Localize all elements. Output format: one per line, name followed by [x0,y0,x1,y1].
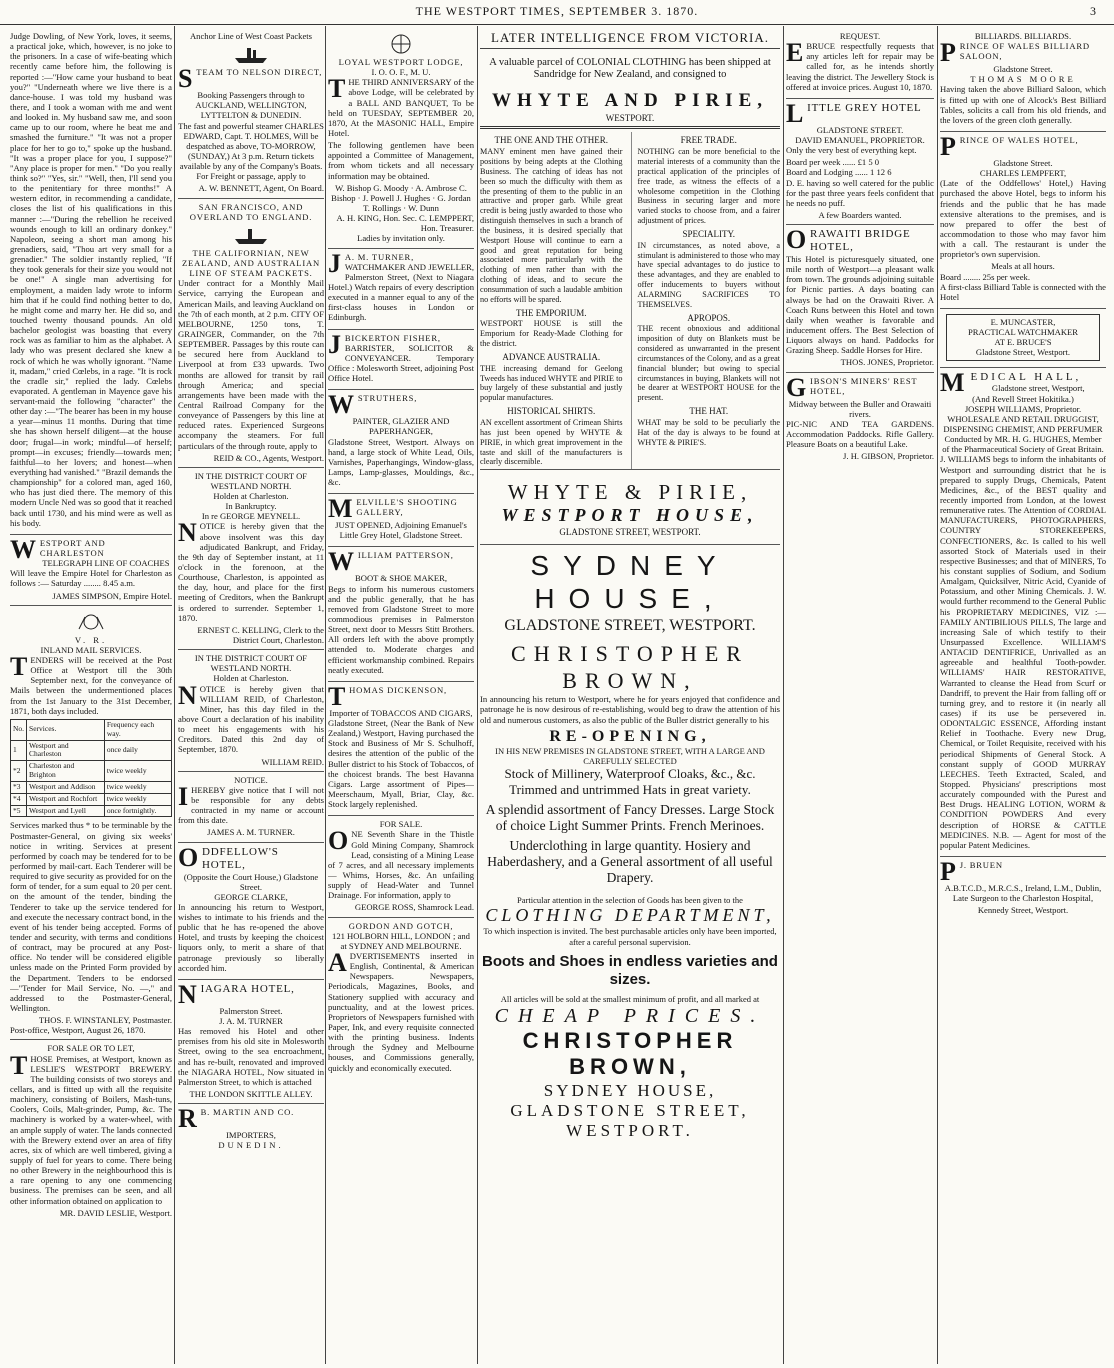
lodge-emblem-icon [381,33,421,55]
mail-notes: Services marked thus * to be terminable by the Postmaster-General, on giving six weeks' notice in writing. Services at present performed by coach may be tendered for to be performed by mail-cart. Each Tenderer will be required to give security as provided for on the form of tender, for a sum equal to 20 per cent. on the amount of the tender, binding the Tenderer to take up the service tendered for and execute the necessary contract bond, in the event of his tender being accepted. Forms of tender and security, with terms and conditions of contract, may be procured at any Post-office. No tender will be considered eligible unless made on the Printed Form provided by the Department. Tenders to be endorsed—"Tender for Mail Service, No. —," and addressed to the Postmaster-General, Wellington. [10,820,172,1013]
all-sold: All articles will be sold at the smallest minimum of profit, and all marked at [500,993,760,1004]
table-cell: twice weekly [104,793,171,805]
dick-sub: Importer of TOBACCOS AND CIGARS, [329,707,473,718]
notice-head: NOTICE. [234,774,268,785]
wp-right-column [631,132,781,469]
coach-ad [10,535,172,606]
column-1 [10,28,172,1364]
forsale-signature: GEORGE ROSS, Shamrock Lead. [354,902,474,913]
niagara-ad: NIAGARA HOTEL, Palmerston Street. J. A. M. TURNER Has removed his Hotel and other premises from his old site in Molesworth Street, owing to the sea encroachment, and has re-built, renovated and improved the NIAGARA HOTEL, Now situated in Palmerston Street, to which is attached THE LONDON SKITTLE ALLEY. [178,980,324,1104]
table-cell: once fortnightly. [104,805,171,817]
miscellany-story [10,28,172,535]
table-row [11,761,172,782]
table-cell: Westport and Lyell [27,805,105,817]
dick-title: HOMAS DICKENSON, [349,684,447,695]
turner-title: A. M. TURNER, [344,251,415,262]
cb-name: CHRISTOPHER BROWN, [511,641,749,693]
steamer-ad: Anchor Line of West Coast Packets STEAM TO NELSON DIRECT, Booking Passengers through to AUCKLAND, WELLINGTON, LYTTELTON & DUNEDIN. The fast and powerful steamer CHARLES EDWARD, Capt. T. HOLMES, Will be despatched as above, TO-MORROW, (SUNDAY,) At 3 p.m. Return tickets available by any of the Company's Boats. For Freight or passage, apply to A. W. BENNETT, Agent, On Board. [178,28,324,199]
adv-head: ADVANCE AUSTRALIA. [502,352,601,362]
pw1-title: RINCE OF WALES BILLIARD SALOON, [959,41,1090,62]
bickerton-ad: JBICKERTON FISHER, BARRISTER, SOLICITOR & CONVEYANCER. Temporary Office : Molesworth Street, adjoining Post Office Hotel. [328,330,474,391]
table-cell: Westport and Charleston [27,740,105,761]
forsale-body: NE Seventh Share in the Thistle Gold Mining Company, Shamrock Lead, consisting of a Mining Lease of 7 acres, and all necessary implements — Whims, Horses, &c. An unfailing supply of Head-Water and Tunnel Drainage. For information, apply to [328,829,474,901]
dickenson-ad: THOMAS DICKENSON, Importer of TOBACCOS AND CIGARS, Gladstone Street, (Near the Bank of New Zealand,) Westport, Having purchased the Stock and Business of Mr S. Schulhoff, desires the attention of the public of the Buller district to his Stock of Tobaccos, of the choicest brands. The best Havanna Cigars. Large assortment of Pipes—Meerschaum, Myall, Briar, Clay, &c. Stock largely replenished. [328,682,474,816]
gibson-ad: GIBSON'S MINERS' REST HOTEL, Midway between the Buller and Orawaiti rivers. PIC-NIC AND TEA GARDENS. Accommodation Paddocks. Rifle Gallery. Pleasure Boats on a beautiful Lake. J. H. GIBSON, Proprietor. [786,372,934,462]
court1-body: OTICE is hereby given that the above insolvent was this day adjudicated Bankrupt, and Friday, the 9th day of September instant, at 11 o'clock in the forenoon, at the Courthouse, Charleston, is appointed as the day, hour, and place for the first meeting of Creditors, when the Bankrupt is ordered to surrender. September 1, 1870. [178,521,324,623]
odd-sub: (Opposite the Court House,) Gladstone Street. [183,871,319,892]
wp-left-column [480,132,623,469]
table-cell: once daily [104,740,171,761]
cl-meals: Meals at all hours. [991,261,1055,272]
table-cell: *5 [11,805,27,817]
column-rule [937,26,938,1364]
bil-head: BILLIARDS. BILLIARDS. [974,31,1072,41]
pw2-title: RINCE OF WALES HOTEL, [959,134,1079,145]
mail-title: INLAND MAIL SERVICES. [40,644,142,655]
court2-place: Holden at Charleston. [213,673,289,684]
table-header-cell: Frequency each way. [104,719,171,740]
steamship-icon [231,224,271,246]
struth-body: Gladstone Street, Westport. Always on hand, a large stock of White Lead, Oils, Varnishes, Paperhangings, Window-glass, Lamps, Lamp-glasses, Mouldings, &c., &c. [328,436,474,488]
table-row [11,740,172,761]
bru-title: J. BRUEN [959,859,1003,870]
table-header-cell: Services. [27,719,105,740]
for-sale-ad: FOR SALE. ONE Seventh Share in the Thistle Gold Mining Company, Shamrock Lead, consisting of a Mining Lease of 7 acres, and all necessary implements — Whims, Horses, &c. An unfailing supply of Head-Water and Tunnel Drainage. For information, apply to GEORGE ROSS, Shamrock Lead. [328,816,474,917]
table-cell: twice weekly [104,781,171,793]
reopen-sub: IN HIS NEW PREMISES IN GLADSTONE STREET, WITH A LARGE AND CAREFULLY SELECTED [495,746,765,767]
one-body: MANY eminent men have gained their positions by being adepts at the Clothing Business. The catching of ideas has not been so much the difficulty with them as the presenting of them to the public in an attractive and proper garb. While great credit is being justly awarded to those who distinguish themselves in such a branch of the business, it is desired specially that Westport House will continue to earn a good and great reputation for being associated more particularly with the clothing of men rather than with the clothing of ideas, and to secure the consummation of such a laudable ambition no efforts will be spared. [480,147,623,304]
med-sub: Gladstone street, Westport, [991,383,1085,394]
lg-body2: D. E. having so well catered for the public for the past three years feels confident that he needs no puff. [786,177,934,208]
reopen: RE-OPENING, [549,727,711,745]
bick-body: BARRISTER, SOLICITOR & CONVEYANCER. Temporary Office : Molesworth Street, adjoining Post Office Hotel. [328,342,474,384]
patt-title: ILLIAM PATTERSON, [357,550,454,561]
struth-title: STRUTHERS, [357,393,418,404]
gg-body: DVERTISEMENTS inserted in English, Continental, & American Newspapers. Newspapers, Periodicals, Magazines, Books, and Stationery supplied with accuracy and punctuality, and at the lowest prices. Proprietors of Newspapers furnished with Paper, Ink, and every requisite connected with the printing business. Indents through the Sydney and Melbourne houses, and Commissions generally, quickly and economically executed. [328,950,474,1073]
mail-services-ad: V. R. INLAND MAIL SERVICES. TENDERS will be received at the Post Office at Westport till the 30th September next, for the conveyance of Mails between the undermentioned places from the 1st January to the 31st December, 1871, both days included. No. Services. Frequency each way. 1 Westport and Charleston once daily *2 Charleston and Brighton twice weekly *3 Westport and Addison twice weekly *4 Westport and Rochfort twice weekly *5 Westport and Lyell once fortnightly. Services marked thus * to be terminable by the Postmaster-General, on giving six weeks' notice in writing. Services at present performed by coach may be tendered for to be performed by mail-cart. Each Tenderer will be required to give security as provided for on the form of tender, for a sum equal to 20 per cent. on the amount of the tender, binding the Tenderer to take up the service tendered for and execute the necessary contract bond, in the event of his tender being accepted. Forms of tender and security, with terms and conditions of contract, may be procured at any Post-office. No tender will be considered eligible unless made on the Printed Form provided by the Department. Tenders to be endorsed—"Tender for Mail Service, No. —," and addressed to the Postmaster-General, Wellington. THOS. F. WINSTANLEY, Postmaster. Post-office, Westport, August 26, 1870. [10,606,172,1041]
sf-ad [178,199,324,468]
cl-name: CHARLES LEMPFERT, [979,168,1067,179]
pw2-sub: Gladstone Street. [993,157,1053,168]
lg-prop: DAVID EMANUEL, PROPRIETOR. [795,134,925,145]
bruen-ad: P J. BRUEN A.B.T.C.D., M.R.C.S., Ireland, L.M., Dublin, Late Surgeon to the Charleston Hospital, Kennedy Street, Westport. [940,857,1106,919]
gib-signature: J. H. GIBSON, Proprietor. [843,451,934,462]
table-cell: *2 [11,761,27,782]
steam-subtitle: Booking Passengers through to AUCKLAND, WELLINGTON, LYTTELTON & DUNEDIN. [195,90,307,121]
billiards-ad: BILLIARDS. BILLIARDS. PRINCE OF WALES BILLIARD SALOON, Gladstone Street. THOMAS MOORE Having taken the above Billiard Saloon, which is fitted up with one of Alcock's Best Billiard Tables, solicits a call from his old friends, and the lovers of the green cloth generally. [940,28,1106,132]
gordon-gotch-ad: GORDON AND GOTCH, 121 HOLBORN HILL, LONDON ; and at SYDNEY AND MELBOURNE. ADVERTISEMENTS inserted in English, Continental, & American Newspapers. Newspapers, Periodicals, Magazines, Books, and Stationery supplied with accuracy and punctuality, and at the lowest prices. Proprietors of Newspapers furnished with Paper, Ink, and every requisite connected with the printing business. Indents through the Sydney and Melbourne houses, and Commissions generally, quickly and economically executed. [328,920,474,1073]
med-prop: JOSEPH WILLIAMS, Proprietor. [964,403,1082,414]
niag-title: IAGARA HOTEL, [200,982,295,995]
lg-title: ITTLE GREY HOTEL [807,101,922,114]
court1-sub: In Bankruptcy. [225,501,277,512]
cheap-prices: CHEAP PRICES. [494,1004,766,1027]
court1-place: Holden at Charleston. [213,491,289,502]
court2-body: OTICE is hereby given that WILLIAM REID, of Charleston, Miner, has this day filed in the above Court a declaration of his inability to meet his engagements with his Creditors. Dated this 2nd day of September, 1870. [178,683,324,755]
page-number: 3 [1090,4,1096,18]
court-notice-1: IN THE DISTRICT COURT OF WESTLAND NORTH. Holden at Charleston. In Bankruptcy. In re GEORGE MEYNELL. NOTICE is hereby given that the above insolvent was this day adjudicated Bankrupt, and Friday, the 9th day of September instant, at 11 o'clock in the forenoon, at the Courthouse, Charleston, is appointed as the day, hour, and place for the first meeting of Creditors, when the Bankrupt is ordered to surrender. September 1, 1870. ERNEST C. KELLING, Clerk to the District Court, Charleston. [178,468,324,650]
lodge-ad: LOYAL WESTPORT LODGE, I. O. O. F., M. U. THE THIRD ANNIVERSARY of the above Lodge, will be celebrated by a BALL AND BANQUET, To be held on TUESDAY, SEPTEMBER 20, 1870, At the MASONIC HALL, Empire Hotel. The following gentlemen have been appointed a Committee of Management, from whom tickets and all necessary information may be obtained. W. Bishop G. Moody · A. Ambrose C. Bishop · J. Powell J. Hughes · G. Jordan T. Rollings · W. Dunn A. H. KING, Hon. Sec. C. LEMPPERT, Hon. Treasurer. Ladies by invitation only. [328,28,474,249]
masthead [0,4,1114,25]
parcel-text: A valuable parcel of COLONIAL CLOTHING has been shipped at Sandridge for New Zealand, and consigned to [489,56,771,81]
table-row [11,805,172,817]
story-text: Judge Dowling, of New York, loves, it seems, a practical joke, which, however, is no joke to the prisoners. In a case of wife-beating which recently came before him, the following is reported :—"How came your husband to beat you?" "Underneath where we live there is a dance-house. I was told my husband was there, and I took a woman with me and went and looked in. My husband saw me, and soon came up to our room, where he beat me and smashed the furniture." "It was not a proper place for her to go to," spoke up the husband. "It was a proper place for you, I suppose?" "Any place is proper for men." "Do you really think so?" "Yes, sir." "Well, then, I'll send you to the penitentiary for three months!" A western editor, in recommending a candidate, closes the list of his qualifications in this manner :—"During the rebellion he received wounds enough to kill an ordinary donkey." Napoleon, seeing a short man among his grenadiers, said, "Thou art very small for a grenadier." The soldier instantly replied, "If they took generals for their size you would not be one!" A single man advertising for employment, a maiden lady wrote to inform him that if he could find nothing better to do, he might come and marry her. He did so, and touched twenty thousand pounds. An old bachelor geologist was boasting that every rock was as familiar to him as the alphabet. A lady who was present declared she knew a rock of which he was wholly ignorant. "Name it, madam," cried Cœlebs, in a rage. "It is rock the cradle sir," replied the lady. Cœlebs evaporated. A gentleman in Mayence gave his servant-maid the following "character" the other day :—"The bearer has been in my house a year—minus 11 months. During that time she has shown herself diligent—at the house door; frugal—in work; mindful—of herself; prompt—in excuses; friendly—towards men; faithful—to her lovers; and honest—when everything had vanished." "Brazil demands the championship" for a colored man, aged 160, who has just died there. The memory of this modern Uncle Ned was so good that it reached back until 1730, and his mind were as well as his body. [10,31,172,528]
turner-notice: NOTICE. IHEREBY give notice that I will not be responsible for any debts contracted in my name or account from this date. JAMES A. M. TURNER. [178,772,324,843]
cl-foot: A first-class Billiard Table is connected with the Hotel [940,281,1106,302]
bru-body: A.B.T.C.D., M.R.C.S., Ireland, L.M., Dublin, Late Surgeon to the Charleston Hospital, [944,882,1102,904]
lodge-body: HE THIRD ANNIVERSARY of the above Lodge, will be celebrated by a BALL AND BANQUET, To be held on TUESDAY, SEPTEMBER 20, 1870, At the MASONIC HALL, Empire Hotel. [328,77,474,138]
gg-addr: 121 HOLBORN HILL, LONDON ; and at SYDNEY AND MELBOURNE. [332,930,470,951]
lodge-sub: I. O. O. F., M. U. [371,67,431,78]
particular: Particular attention in the selection of Goods has been given to the [517,894,743,905]
or-body: This Hotel is picturesquely situated, one mile north of Westport—a pleasant walk from town. The grounds adjoining suitable for Picnic parties. A days boating can always be had on the Orawaiti River. A Coach Runs between this Hotel and town daily when weather is favorable and inducement offers. The Best Selection of Liquors always on hand. Paddocks for Grazing Sheep. Saddle Horses for Hire. [786,254,934,356]
hist-body: AN excellent assortment of Crimean Shirts has just been opened by WHYTE & PIRIE, in which great improvement in the taste and skill of the manufacturers is clearly discernible. [480,417,623,467]
cal-signature: REID & CO., Agents, Westport. [213,452,324,463]
lodge-signature: A. H. KING, Hon. Sec. C. LEMPPERT, Hon. Treasurer. [336,213,474,234]
medical-hall-ad: MEDICAL HALL, Gladstone street, Westport, (And Revell Street Hokitika.) JOSEPH WILLIAMS, Proprietor. WHOLESALE AND RETAIL DRUGGIST, DISPENSING CHEMIST, AND PERFUMER Conducted by MR. H. G. HUGHES, Member of the Pharmaceutical Society of Great Britain. J. WILLIAMS begs to inform the inhabitants of Westport and surrounding district that he is prepared to supply Drugs, Chemicals, Patent Medicines, &c., of the BEST quality and recently imported from London, at the lowest remunerative rates. The Attention of CORDIAL MANUFACTURERS, PHOTOGRAPHERS, COUNTRY STOREKEEPERS, CONFECTIONERS, &c. Is called to his well assorted Stock of Materials used in their respective Businesses; and that of MINERS, To his constant supplies of Sodium, and Sodium Amalgam, Quicksilver, Nitric Acid, Cyanide of Potassium, and other Mining Chemicals. J. W. would further recommend to the General Public his PROPRIETARY MEDICINES, VIZ :— FAMILY ANTIBILIOUS PILLS, The large and increasing Sale of which testify to their Unsurpassed Excellence. WILLIAM'S ANTACID DENTIFRICE, Unrivalled as an agreeable and healthful Tooth-powder. WILLIAMS' HAIR RESTORATIVE, Warranted to cleanse the Head from Scurf or Dandriff, to prevent the Hair from falling off or turning grey, and to restore it (in nearly all cases) if its use be persevered in. ODONTALGIC ESSENCE, Affording instant Relief in Toothache. Every new Drug, Chemical, or Toilet Requisite, received with his periodical Shipments of General Stock. A constant supply of GOOD MURRAY LEECHES. Teeth Extracted, Scaled, and Stopped. Physicians' prescriptions most accurately compounded with the Purest and Best Drugs. HEALING LOTION, WORM & CONDITION POWDERS And every description of HORSE & CATTLE MEDICINES. N.B. — Agent for most of the popular Patent Medicines. [940,368,1106,857]
millinery: Stock of Millinery, Waterproof Cloaks, &c., &c. Trimmed and untrimmed Hats in great variety. [504,766,756,798]
coach-title: ESTPORT AND CHARLESTON [39,537,106,559]
dick-body: Gladstone Street, (Near the Bank of New Zealand,) Westport, Having purchased the Stock and Business of Mr S. Schulhoff, desires the attention of the public of the Buller district to his Stock of Tobaccos, of the choicest brands. The best Havanna Cigars. Large assortment of Pipes—Meerschaum, Myall, Briar, Clay, &c. Stock largely replenished. [328,718,474,810]
lg-rate-2: Board and Lodging ...... 1 12 6 [786,167,892,178]
coach-body: Will leave the Empire Hotel for Charleston as follows :— Saturday ........ 8.45 a.m. [10,568,172,589]
wp2-name: WHYTE & PIRIE, [507,480,753,505]
notice-body: HEREBY give notice that I will not be responsible for any debts contracted in my name or account from this date. [178,784,324,826]
later-intelligence-title: LATER INTELLIGENCE FROM VICTORIA. [480,28,780,49]
wp-town: WESTPORT. [605,112,655,123]
wp2-addr: GLADSTONE STREET, WESTPORT. [559,526,701,537]
lg-rate-1: Board per week ...... £1 5 0 [786,157,880,168]
court1-signature: ERNEST C. KELLING, Clerk to the District Court, Charleston. [197,624,324,646]
bick-title: BICKERTON FISHER, [344,332,441,343]
mail-table [10,719,172,818]
cl-board: Board ........ 25s per week. [940,271,1030,282]
packet-title: Anchor Line of West Coast Packets [189,31,313,41]
melv-title: ELVILLE'S SHOOTING GALLERY, [356,497,458,518]
court-notice-2: IN THE DISTRICT COURT OF WESTLAND NORTH. Holden at Charleston. NOTICE is hereby given that WILLIAM REID, of Charleston, Miner, has this day filed in the above Court a declaration of his inability to meet his engagements with his Creditors. Dated this 2nd day of September, 1870. WILLIAM REID. [178,650,324,772]
column-2 [178,28,324,1364]
column-rule [477,26,478,1364]
wp-columns [480,132,780,470]
req-body: BRUCE respectfully requests that any articles left for repair may be called for, as he intends shortly leaving the district. The Jewellery Stock is offered at invoice prices. August 10, 1870. [786,41,934,92]
req-head: REQUEST. [839,31,881,41]
turner-ad: J A. M. TURNER, WATCHMAKER AND JEWELLER, Palmerston Street, (Next to Niagara Hotel.) Watch repairs of every description executed in a manner equal to any of the first-class houses in London or Edinburgh. [328,249,474,330]
turner-body: WATCHMAKER AND JEWELLER, Palmerston Street, (Next to Niagara Hotel.) Watch repairs of every description executed in a manner equal to any of the first-class houses in London or Edinburgh. [328,261,474,323]
wp2-house: WESTPORT HOUSE, [501,505,759,526]
steam-title: TEAM TO NELSON DIRECT, [196,67,323,78]
gib-title: IBSON'S MINERS' REST HOTEL, [810,375,918,396]
med-sub2: (And Revell Street Hokitika.) [972,393,1074,404]
table-row [11,781,172,793]
cal-title: THE CALIFORNIAN, NEW ZEALAND, AND AUSTRALIAN LINE OF STEAM PACKETS. [182,247,320,279]
table-row [11,793,172,805]
muncaster-ad [940,309,1106,368]
rbm-place: DUNEDIN. [218,1140,284,1151]
column-5 [786,28,934,1364]
table-cell: *4 [11,793,27,805]
odd-body: In announcing his return to Westport, wishes to intimate to his friends and the public that he has re-opened the above Hotel, and trusts by keeping the choicest liquors only, to merit a share of that patronage previously so liberally accorded him. [178,901,324,973]
spec-head: SPECIALITY. [682,228,736,239]
melville-ad: MELVILLE'S SHOOTING GALLERY, JUST OPENED, Adjoining Emanuel's Little Grey Hotel, Gladstone Street. [328,494,474,547]
mun-name: E. MUNCASTER, [990,316,1056,327]
column-3 [328,28,474,1364]
emp-head: THE EMPORIUM. [515,307,587,318]
underclothing: Underclothing in large quantity. Hosiery and Haberdashery, and a General assortment of all useful Drapery. [487,837,773,886]
gs2-addr: GLADSTONE STREET, WESTPORT. [510,1101,750,1141]
mail-vr: V. R. [74,634,108,645]
sydney-house: SYDNEY HOUSE, [530,549,730,615]
hat-head: THE HAT. [689,406,729,417]
mun-at: AT E. BRUCE'S [994,337,1052,348]
lodge-body2: The following gentlemen have been appointed a Committee of Management, from whom tickets and all necessary information may be obtained. [328,140,474,181]
sydney-addr: GLADSTONE STREET, WESTPORT. [504,616,756,634]
lg-body: Only the very best of everything kept. [786,145,917,156]
tm-body: Having taken the above Billiard Saloon, which is fitted up with one of Alcock's Best Billiard Tables, solicits a call from his old friends, and the lovers of the green cloth generally. [940,84,1106,125]
struth-sub: PAINTER, GLAZIER AND PAPERHANGER, [352,416,450,437]
column-rule [174,26,175,1364]
table-header-cell: No. [11,719,27,740]
clothing-department: CLOTHING DEPARTMENT, [485,904,775,925]
whyte-pirie-and-brown-section [480,28,780,1364]
odd-name: GEORGE CLARKE, [214,891,288,902]
mail-date: Post-office, Westport, August 26, 1870. [10,1025,146,1036]
sh2-name: SYDNEY HOUSE, [543,1080,717,1100]
bru-addr: Kennedy Street, Westport. [977,905,1069,916]
table-cell: Westport and Addison [27,781,105,793]
coach-signature: JAMES SIMPSON, Empire Hotel. [52,590,172,601]
odd-title: DDFELLOW'S HOTEL, [202,845,279,871]
tm-name: THOMAS MOORE [970,74,1076,85]
melv-body: JUST OPENED, Adjoining Emanuel's Little Grey Hotel, Gladstone Street. [335,520,467,541]
cal-body: Under contract for a Monthly Mail Service, carrying the European and American Mails, and leaving Auckland on the 7th of each month, at 2 p.m. CITY OF MELBOURNE, 1250 tons, T. GRAINGER, Commander, on the 7th SEPTEMBER. Passages by this route can be secured here from Auckland to Liverpool at from £33 upwards. Two months are allowed for transit by rail through America; and special arrangements have been made with the Central Railroad Company for the conveyance of Passengers by this line at reduced rates. Experienced Surgeons accompany the steamers. For full particulars of the through route, apply to [178,278,324,451]
dropcap: W [10,534,37,564]
mun-addr: Gladstone Street, Westport. [975,347,1071,358]
med-body: J. WILLIAMS begs to inform the inhabitants of Westport and surrounding district that he is prepared to supply Drugs, Chemicals, Patent Medicines, &c., of the BEST quality and recently imported from London, at the lowest remunerative rates. The Attention of CORDIAL MANUFACTURERS, PHOTOGRAPHERS, COUNTRY STOREKEEPERS, CONFECTIONERS, &c. Is called to his well assorted Stock of Materials used in their respective Businesses; and that of MINERS, To his constant supplies of Sodium, and Sodium Amalgam, Quicksilver, Nitric Acid, Cyanide of Potassium, and other Mining Chemicals. J. W. would further recommend to the General Public his PROPRIETARY MEDICINES, VIZ :— FAMILY ANTIBILIOUS PILLS, The large and increasing Sale of which testify to their Unsurpassed Excellence. WILLIAM'S ANTACID DENTIFRICE, Unrivalled as an agreeable and healthful Tooth-powder. WILLIAMS' HAIR RESTORATIVE, Warranted to cleanse the Head from Scurf or Dandriff, to prevent the Hair from falling off or turning grey, and to restore it (in nearly all cases) if its use be persevered in. ODONTALGIC ESSENCE, Affording instant Relief in Toothache. Every new Drug, Chemical, or Toilet Requisite, received with his periodical Shipments of General Stock. A constant supply of GOOD MURRAY LEECHES. Teeth Extracted, Scaled, and Stopped. Physicians' prescriptions most accurately compounded with the Purest and Best Drugs. HEALING LOTION, WORM & CONDITION POWDERS And every description of HORSE & CATTLE MEDICINES. N.B. — Agent for most of the popular Patent Medicines. [940,454,1106,850]
patt-sub: BOOT & SHOE MAKER, [355,573,447,584]
wp-name: WHYTE AND PIRIE, [492,89,768,111]
rbm-title: B. MARTIN AND CO. [200,1107,295,1118]
rbm-sub: IMPORTERS, [226,1130,276,1141]
spec-body: IN circumstances, as noted above, a stimulant is administered to those who may have special advantages to do justice to these advantages, and they are enabled to offer inducements to buyers without ALARMING SACRIFICES TO THEMSELVES. [637,240,780,309]
med-title: EDICAL HALL, [970,370,1082,383]
med-trade: WHOLESALE AND RETAIL DRUGGIST, DISPENSING CHEMIST, AND PERFUMER [943,413,1103,435]
request-ad: REQUEST. EBRUCE respectfully requests that any articles left for repair may be called for, as he intends shortly leaving the district. The Jewellery Stock is offered at invoice prices. August 10, 1870. [786,28,934,99]
table-cell: Westport and Rochfort [27,793,105,805]
or-title: RAWAITI BRIDGE HOTEL, [810,228,911,254]
gib-body: PIC-NIC AND TEA GARDENS. Accommodation Paddocks. Rifle Gallery. Pleasure Boats on a beautiful Lake. [786,418,934,450]
mail-body: ENDERS will be received at the Post Office at Westport till the 30th September next, for the conveyance of Mails between the undermentioned places from the 1st January to the 31st December, 1871, both days included. [10,655,172,716]
hist-head: HISTORICAL SHIRTS. [507,406,596,417]
forsale-head: FOR SALE. [379,819,423,830]
sale-head: FOR SALE OR TO LET, [47,1043,135,1054]
fancy: A splendid assortment of Fancy Dresses. Large Stock of choice Light Summer Prints. French Merinoes. [485,801,775,833]
boots-shoes: Boots and Shoes in endless varieties and sizes. [482,952,778,988]
court2-signature: WILLIAM REID. [261,756,324,767]
steam-signature: A. W. BENNETT, Agent, On Board. [198,183,324,194]
sale-signature: MR. DAVID LESLIE, Westport. [59,1207,172,1218]
martin-ad: R B. MARTIN AND CO. IMPORTERS, DUNEDIN. [178,1104,324,1154]
mail-table-header [11,719,172,740]
lodge-names: W. Bishop G. Moody · A. Ambrose C. Bishop · J. Powell J. Hughes · G. Jordan T. Rollings · W. Dunn [331,182,471,213]
coach-subtitle: TELEGRAPH LINE OF COACHES [42,558,170,569]
steam-body: The fast and powerful steamer CHARLES EDWARD, Capt. T. HOLMES, Will be despatched as above, TO-MORROW, (SUNDAY,) At 3 p.m. Return tickets available by any of the Company's Boats. For Freight or passage, apply to [178,120,324,182]
emp-body: WESTPORT HOUSE is still the Emporium for Ready-Made Clothing for the district. [480,319,623,349]
niag-name: J. A. M. TURNER [219,1016,283,1027]
lodge-foot: Ladies by invitation only. [357,233,445,244]
column-rule [325,26,326,1364]
patt-body: Begs to inform his numerous customers and the public generally, that he has removed from Gladstone Street to more commodious premises in Palmerston Street, next door to Messrs Stitt Brothers. All orders left with the above promptly attended to. Moderate charges and efficient workmanship combined. Repairs neatly executed. [328,583,474,675]
cb2-name: CHRISTOPHER BROWN, [522,1027,738,1080]
lg-sub: GLADSTONE STREET. [816,124,904,135]
table-cell: 1 [11,740,27,761]
gg-title: GORDON AND GOTCH, [348,920,454,931]
table-cell: *3 [11,781,27,793]
niag-signature: THE LONDON SKITTLE ALLEY. [189,1089,313,1100]
court1-title: IN THE DISTRICT COURT OF WESTLAND NORTH. [194,470,308,491]
free-body: NOTHING can be more beneficial to the material interests of a community than the practical application of the principles of free trade, as witness the effects of a wholesome competition in the Clothing Business in securing larger and more varied stocks to choose from, and a fairer adjustment of prices. [637,147,780,226]
brewery-ad: FOR SALE OR TO LET, THOSE Premises, at Westport, known as LESLIE'S WESTPORT BREWERY. The building consists of two storeys and cellars, and is fitted up with all the requisite machinery, consisting of Boilers, Mash-tuns, Coolers, Coils, Malt-grinder, Pump, &c. The machinery is worked by a water-wheel, with an ample supply of water. The lands connected with the Brewery extend over an area of fifty acres, six of which are well timbered, giving a supply of fuel for years to come. There being no other Brewery in the neighbourhood this is a rare opening to any one commencing business. The premises can be seen, and all other information obtained on application to MR. DAVID LESLIE, Westport. [10,1043,172,1218]
table-cell: Charleston and Brighton [27,761,105,782]
cl-body: (Late of the Oddfellows' Hotel,) Having purchased the above Hotel, begs to inform his friends and the public that he has made extensive alterations to the premises, and is now prepared to offer the best of accommodation to those who may favor him with a call. The restaurant is under the proprietor's own supervision. [940,178,1106,260]
masthead-title: THE WESTPORT TIMES, SEPTEMBER 3. 1870. [415,4,699,18]
sf-title: SAN FRANCISCO, AND OVERLAND TO ENGLAND. [189,201,313,222]
column-6 [940,28,1106,1364]
adv-body: THE increasing demand for Geelong Tweeds has induced WHYTE and PIRIE to buy largely of these substantial and justly popular manufactures. [480,363,623,403]
inspection: To which inspection is invited. The best purchasable articles only have been imported, after a careful personal supervision. [483,926,777,947]
oddfellows-ad: ODDFELLOW'S HOTEL, (Opposite the Court House,) Gladstone Street. GEORGE CLARKE, In announcing his return to Westport, wishes to intimate to his friends and the public that he has re-opened the above Hotel, and trusts by keeping the choicest liquors only, to merit a share of that patronage previously so liberally accorded him. [178,843,324,980]
orawaiti-ad: ORAWAITI BRIDGE HOTEL, This Hotel is picturesquely situated, one mile north of Westport—a pleasant walk from town. The grounds adjoining suitable for Picnic parties. A days boating can always be had on the Orawaiti River. A Coach Runs between this Hotel and town daily when weather is favorable and inducement offers. The Best Selection of Liquors always on hand. Paddocks for Grazing Sheep. Saddle Horses for Hire. THOS. JONES, Proprietor. [786,225,934,372]
table-cell: twice weekly [104,761,171,782]
gib-sub: Midway between the Buller and Orawaiti rivers. [788,398,932,419]
niag-sub: Palmerston Street. [219,1005,283,1016]
mun-title: PRACTICAL WATCHMAKER [967,327,1079,338]
court2-title: IN THE DISTRICT COURT OF WESTLAND NORTH. [194,653,308,674]
one-head: THE ONE AND THE OTHER. [494,135,609,146]
niag-body: Has removed his Hotel and other premises from his old site in Molesworth Street, owing to the sea encroachment, and has re-built, renovated and improved the NIAGARA HOTEL, Now situated in Palmerston Street, to which is attached [178,1026,324,1087]
lg-foot: A few Boarders wanted. [818,209,902,220]
sale-body: HOSE Premises, at Westport, known as LESLIE'S WESTPORT BREWERY. The building consists of two storeys and cellars, and is fitted up with all the requisite machinery, consisting of Boilers, Mash-tuns, Coolers, Coils, Malt-grinder, Pump, &c. The machinery is worked by a water-wheel, with an ample supply of water. The lands connected with the Brewery extend over an area of fifty acres, six of which are well timbered, giving a supply of fuel for years to come. There being no other Brewery in the neighbourhood this is a rare opening to any one commencing business. The premises can be seen, and all other information obtained on application to [10,1053,172,1206]
med-cond: Conducted by MR. H. G. HUGHES, Member of the Pharmaceutical Society of Great Britain. [942,434,1104,455]
mail-signature: THOS. F. WINSTANLEY, Postmaster. [38,1015,172,1026]
apro-head: APROPOS. [687,312,731,323]
hat-body: WHAT may be sold to be peculiarly the Hat of the day is always to be found at WHYTE & PIRIE'S. [637,417,780,447]
struthers-ad: WSTRUTHERS, PAINTER, GLAZIER AND PAPERHANGER, Gladstone Street, Westport. Always on hand, a large stock of White Lead, Oils, Varnishes, Paperhangings, Window-glass, Lamps, Lamp-glasses, Mouldings, &c., &c. [328,390,474,494]
prince-of-wales-hotel-ad: PRINCE OF WALES HOTEL, Gladstone Street. CHARLES LEMPFERT, (Late of the Oddfellows' Hotel,) Having purchased the above Hotel, begs to inform his friends and the public that he has made extensive alterations to the premises, and is now prepared to offer the best of accommodation to those who may favor him with a call. The restaurant is under the proprietor's own supervision. Meals at all hours. Board ........ 25s per week. A first-class Billiard Table is connected with the Hotel [940,132,1106,309]
apro-body: THE recent obnoxious and additional imposition of duty on Blankets must be considered as unwarranted in the present circumstances of the Colony, and as a great financial blunder; but owing to special circumstances in buying, Blankets will not be dearer at WESTPORT HOUSE for the present. [637,324,780,403]
notice-signature: JAMES A. M. TURNER. [207,827,295,838]
free-head: FREE TRADE. [680,135,737,146]
little-grey-ad: LITTLE GREY HOTEL GLADSTONE STREET. DAVID EMANUEL, PROPRIETOR. Only the very best of everything kept. Board per week ...... £1 5 0 Board and Lodging ...... 1 12 6 D. E. having so well catered for the public for the past three years feels confident that he needs no puff. A few Boarders wanted. [786,99,934,225]
lodge-title: LOYAL WESTPORT LODGE, [338,57,464,67]
steamship-icon [231,43,271,65]
or-signature: THOS. JONES, Proprietor. [840,357,934,368]
patterson-ad: WILLIAM PATTERSON, BOOT & SHOE MAKER, Begs to inform his numerous customers and the public generally, that he has removed from Gladstone Street to more commodious premises in Palmerston Street, next door to Messrs Stitt Brothers. All orders left with the above promptly attended to. Moderate charges and efficient workmanship combined. Repairs neatly executed. [328,547,474,681]
pw1-sub: Gladstone Street. [993,64,1053,75]
cb-intro: In announcing his return to Westport, where he for years enjoyed that confidence and patronage he is now desirous of re-establishing, would beg to draw the attention of his old and numerous customers, as also the public of the Buller district generally to his [480,693,780,725]
column-rule [783,26,784,1364]
court1-re: In re GEORGE MEYNELL. [201,511,301,522]
royal-arms-icon [71,611,111,633]
